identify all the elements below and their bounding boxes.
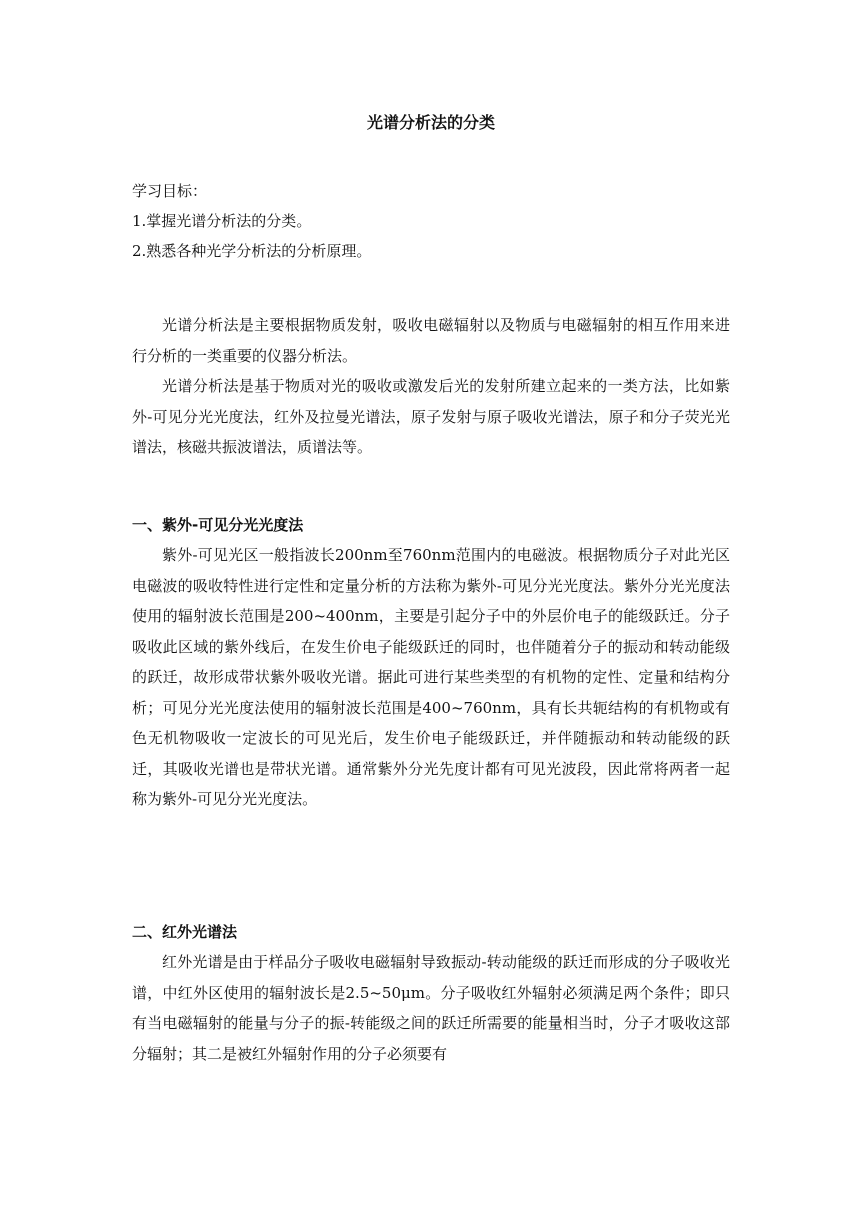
document-title: 光谱分析法的分类 <box>366 113 495 132</box>
section-paragraph: 红外光谱是由于样品分子吸收电磁辐射导致振动-转动能级的跃迁而形成的分子吸收光谱，中红外区使用的辐射波长是2.5~50μm。分子吸收红外辐射必须满足两个条件；即只有当电磁辐射的能量与分子的振-转能级之间的跃迁所需要的能量相当时，分子才吸收这部分辐射；其二是被红外辐射作用的分子必须要有 <box>132 953 730 1063</box>
learning-goals-label: 学习目标： <box>132 182 208 200</box>
section-infrared <box>132 917 730 1069</box>
section-heading: 一、紫外-可见分光光度法 <box>132 516 304 534</box>
section-heading: 二、红外光谱法 <box>132 923 238 941</box>
section-uv-vis <box>132 510 730 815</box>
intro-section <box>132 310 730 463</box>
intro-paragraph: 光谱分析法是基于物质对光的吸收或激发后光的发射所建立起来的一类方法，比如紫外-可见分光光度法，红外及拉曼光谱法，原子发射与原子吸收光谱法，原子和分子荧光光谱法，核磁共振波谱法，质谱法等。 <box>132 377 730 456</box>
learning-goals <box>132 176 730 266</box>
learning-goal-item: 1.掌握光谱分析法的分类。 <box>132 212 312 230</box>
learning-goal-item: 2.熟悉各种光学分析法的分析原理。 <box>132 242 372 260</box>
section-paragraph: 紫外-可见光区一般指波长200nm至760nm范围内的电磁波。根据物质分子对此光区电磁波的吸收特性进行定性和定量分析的方法称为紫外-可见分光光度法。紫外分光光度法使用的辐射波长范围是200~400nm，主要是引起分子中的外层价电子的能级跃迁。分子吸收此区域的紫外线后，在发生价电子能级跃迁的同时，也伴随着分子的振动和转动能级的跃迁，故形成带状紫外吸收光谱。据此可进行某些类型的有机物的定性、定量和结构分析；可见分光光度法使用的辐射波长范围是400~760nm，具有长共轭结构的有机物或有色无机物吸收一定波长的可见光后，发生价电子能级跃迁，并伴随振动和转动能级的跃迁，其吸收光谱也是带状光谱。通常紫外分光先度计都有可见光波段，因此常将两者一起称为紫外-可见分光光度法。 <box>132 546 730 808</box>
intro-paragraph: 光谱分析法是主要根据物质发射，吸收电磁辐射以及物质与电磁辐射的相互作用来进行分析的一类重要的仪器分析法。 <box>132 316 730 365</box>
